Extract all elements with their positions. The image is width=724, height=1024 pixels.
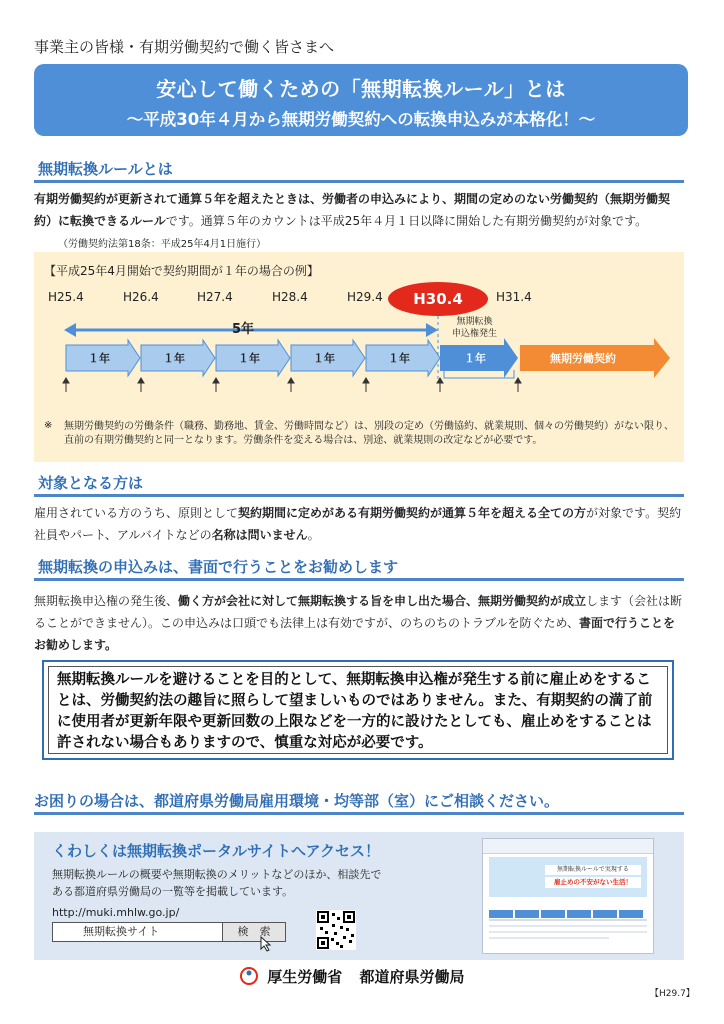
bold-text: 契約期間に定めがある有期労働契約が通算５年を超える全ての方 bbox=[238, 506, 587, 520]
text: が対象です。契約社員やパート、アルバイトなどの bbox=[34, 506, 682, 542]
screenshot-banner-line1: 無期転換ルールで実現する bbox=[545, 865, 641, 875]
section-divider bbox=[34, 180, 684, 183]
screenshot-hero bbox=[489, 857, 647, 897]
law-note: （労働契約法第18条：平成25年4月1日施行） bbox=[58, 239, 267, 250]
section-divider bbox=[34, 812, 684, 815]
text: 。 bbox=[307, 528, 320, 542]
year-label: H25.4 bbox=[48, 290, 84, 304]
year-label: H31.4 bbox=[496, 290, 532, 304]
qr-code-icon bbox=[316, 910, 356, 950]
example-label: 【平成25年4月開始で契約期間が１年の場合の例】 bbox=[44, 264, 319, 278]
segment-label: １年 bbox=[388, 352, 410, 365]
version-tag: 【H29.7】 bbox=[650, 989, 695, 999]
footnote-mark: ※ bbox=[44, 420, 53, 431]
text: します（会社は断ることができません）。この申込みは口頭でも法律上は有効ですが、のちのちのトラブルを防ぐため、 bbox=[34, 594, 683, 630]
text: 無期転換申込権の発生後、 bbox=[34, 594, 179, 608]
five-year-label: 5年 bbox=[232, 322, 255, 337]
segment-label: １年 bbox=[88, 352, 110, 365]
section-divider bbox=[34, 494, 684, 497]
bracket bbox=[444, 370, 514, 378]
year-label: H27.4 bbox=[197, 290, 233, 304]
indefinite-label: 無期労働契約 bbox=[550, 352, 616, 365]
section-divider bbox=[34, 578, 684, 581]
section-title-application: 無期転換の申込みは、書面で行うことをお勧めします bbox=[38, 558, 399, 576]
hero-subtitle: ～平成30年４月から無期労働契約への転換申込みが本格化！～ bbox=[126, 110, 596, 129]
span-arrow-right bbox=[426, 323, 438, 337]
portal-description: 無期転換ルールの概要や無期転換のメリットなどのほか、相談先である都道府県労働局の一覧等を掲載しています。 bbox=[52, 868, 382, 898]
bold-text: 書面で行うことをお勧めします。 bbox=[34, 616, 676, 652]
section-title-rule: 無期転換ルールとは bbox=[38, 160, 173, 178]
segment-label: １年 bbox=[238, 352, 260, 365]
screenshot-header bbox=[483, 839, 653, 854]
bureau-name: 都道府県労働局 bbox=[359, 968, 465, 986]
hero-banner bbox=[34, 64, 688, 136]
audience-line: 事業主の皆様・有期労働契約で働く皆さまへ bbox=[34, 38, 335, 56]
text: 雇用されている方のうち、原則として bbox=[34, 506, 239, 520]
span-arrow-left bbox=[64, 323, 76, 337]
search-button[interactable]: 検 索 bbox=[222, 923, 285, 941]
consult-heading: お困りの場合は、都道府県労働局雇用環境・均等部（室）にご相談ください。 bbox=[34, 792, 560, 810]
segment-label: １年 bbox=[313, 352, 335, 365]
ministry-logo-icon bbox=[240, 967, 258, 985]
ministry-name: 厚生労働省 bbox=[267, 968, 343, 986]
screenshot-nav bbox=[489, 903, 647, 913]
segment-label: １年 bbox=[163, 352, 185, 365]
section2-paragraph bbox=[34, 502, 684, 546]
bold-text: 名称は問いません bbox=[211, 528, 308, 542]
section-title-target: 対象となる方は bbox=[38, 474, 144, 492]
portal-url[interactable]: http://muki.mhlw.go.jp/ bbox=[52, 906, 180, 919]
search-input[interactable]: 無期転換サイト bbox=[83, 925, 160, 938]
screenshot-banner-line2: 雇止めの不安がない生活！ bbox=[545, 877, 641, 888]
h30-marker: H30.4 bbox=[388, 282, 488, 316]
footer-branding bbox=[240, 966, 465, 987]
year-label: H26.4 bbox=[123, 290, 159, 304]
rule-scope: です。通算５年のカウントは平成25年４月１日以降に開始した有期労働契約が対象です。 bbox=[165, 214, 648, 228]
bold-text: 働く方が会社に対して無期転換する旨を申し出た場合、無期労働契約が成立 bbox=[178, 594, 587, 608]
warning-text: 無期転換ルールを避けることを目的として、無期転換申込権が発生する前に雇止めをすることは、労働契約法の趣旨に照らして望ましいものではありません。また、有期契約の満了前に使用者が更新年限や更新回数の上限などを一方的に設けたとしても、雇止めをすることは許されない場合もありますので、慎重な対応が必要です。 bbox=[48, 666, 668, 754]
year-label: H28.4 bbox=[272, 290, 308, 304]
year-label: H29.4 bbox=[347, 290, 383, 304]
trigger-note: 無期転換 申込権発生 bbox=[452, 317, 498, 339]
hero-title: 安心して働くための「無期転換ルール」とは bbox=[156, 77, 566, 101]
example-footnote: 無期労働契約の労働条件（職務、勤務地、賃金、労働時間など）は、別段の定め（労働協約、就業規則、個々の労働契約）がない限り、直前の有期労働契約と同一となります。労働条件を変える場合は、別途、就業規則の改定などが必要です。 bbox=[64, 421, 674, 446]
search-box bbox=[52, 922, 286, 942]
section1-paragraph bbox=[34, 188, 684, 256]
section3-paragraph bbox=[34, 590, 684, 656]
example-timeline-panel bbox=[34, 252, 684, 462]
portal-title: くわしくは無期転換ポータルサイトへアクセス！ bbox=[52, 842, 381, 860]
rule-definition: 有期労働契約が更新されて通算５年を超えたときは、労働者の申込みにより、期間の定めのない労働契約（無期労働契約）に転換できるルール bbox=[34, 192, 671, 228]
portal-panel bbox=[34, 832, 684, 960]
segment-label: １年 bbox=[464, 352, 486, 365]
cursor-icon bbox=[260, 936, 274, 952]
portal-screenshot bbox=[482, 838, 654, 954]
warning-box bbox=[42, 660, 674, 760]
